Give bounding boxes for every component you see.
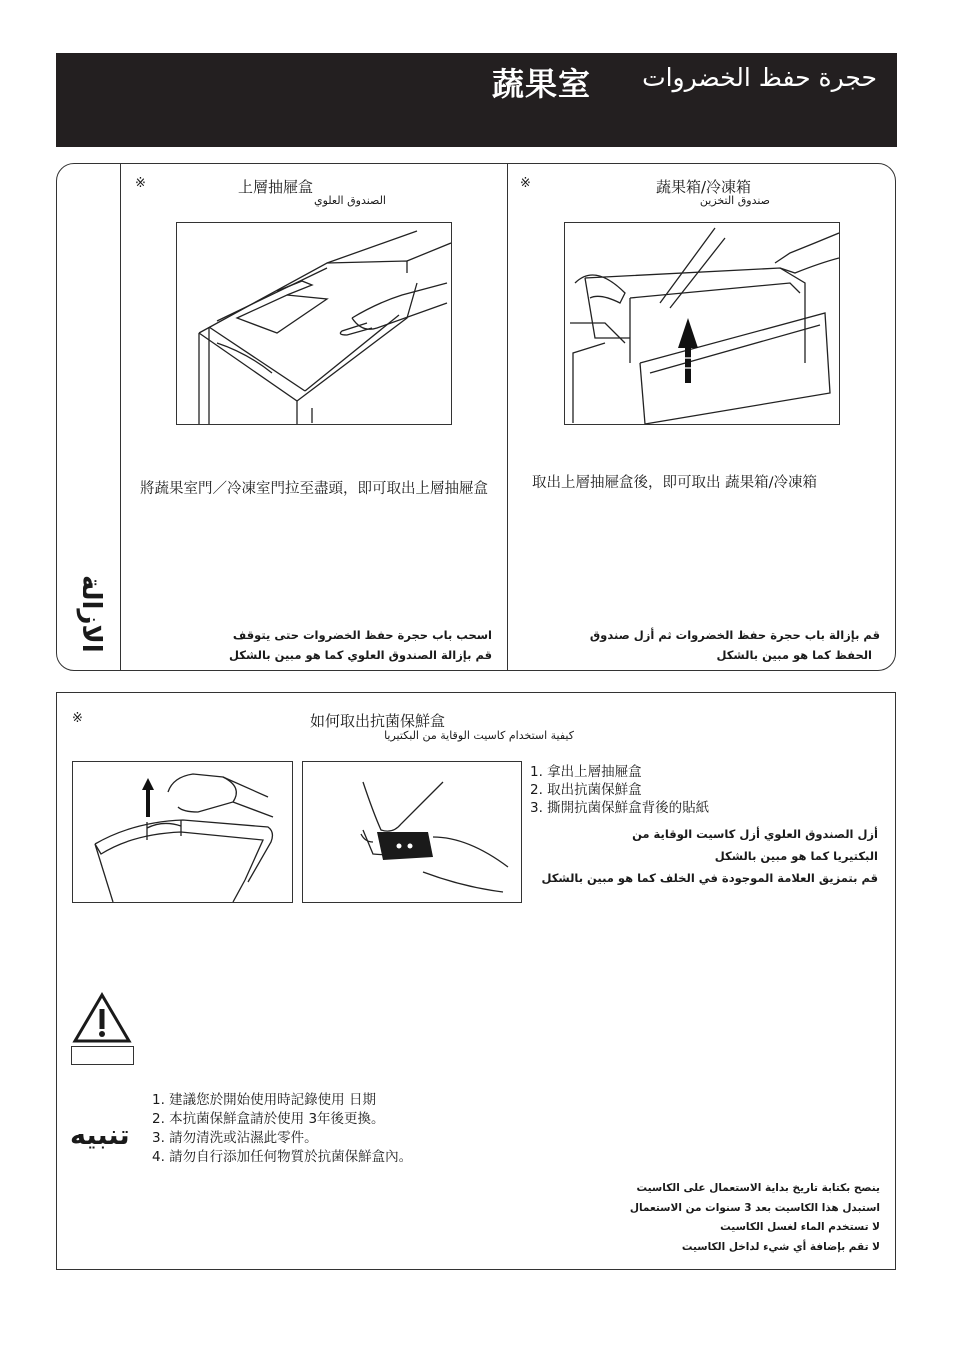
antibacterial-title-cn: 如何取出抗菌保鮮盒: [310, 712, 446, 730]
removal-side-label: [68, 575, 108, 665]
upper-drawer-desc-ar-2: قم بإزالة الصندوق العلوي كما هو مبين بالشكل: [229, 648, 492, 662]
page-header: [56, 53, 897, 147]
step-ar: أزل الصندوق العلوي أزل كاسيت الوقاية من: [632, 827, 878, 841]
storage-box-title-ar: صندوق التخزين: [699, 194, 770, 207]
note-mark: ※: [135, 176, 146, 191]
side-divider: [120, 164, 121, 670]
caution-item-ar: لا تستخدم الماء لغسل الكاسيت: [720, 1221, 880, 1233]
cassette-steps-ar: [540, 823, 878, 889]
caution-item-cn: 3. 請勿清洗或沾濕此零件。: [152, 1130, 318, 1146]
caution-item-cn: 4. 請勿自行添加任何物質於抗菌保鮮盒內。: [152, 1149, 413, 1165]
storage-box-desc-ar-2: الحفظ كما هو مبين بالشكل: [716, 648, 872, 662]
caution-list-cn: [152, 1091, 552, 1167]
caution-item-cn: 1. 建議您於開始使用時記錄使用 日期: [152, 1092, 376, 1108]
upper-drawer-desc-cn: 將蔬果室門／冷凍室門拉至盡頭，即可取出上層抽屜盒: [140, 481, 488, 497]
storage-box-illustration: [564, 222, 840, 425]
page-title-cn: 蔬果室: [492, 65, 592, 103]
warning-icon: [72, 992, 132, 1044]
storage-box-desc-ar-1: قم بإزالة باب حجرة حفظ الخضروات ثم أزل صندوق: [589, 628, 880, 642]
note-mark: ※: [72, 711, 83, 726]
peel-sticker-illustration: [302, 761, 522, 903]
storage-box-desc-cn: 取出上層抽屜盒後，即可取出 蔬果箱/冷凍箱: [532, 475, 817, 491]
step-ar: البكتيريا كما هو مبين بالشكل: [714, 849, 878, 863]
upper-drawer-title-ar: الصندوق العلوي: [313, 194, 386, 207]
caution-item-ar: لا تقم بإضافة أي شيء لداخل الكاسيت: [681, 1240, 880, 1253]
step-ar: قم بتمزيق العلامة الموجودة في الخلف كما هو مبين بالشكل: [541, 871, 878, 885]
note-mark: ※: [520, 176, 531, 191]
drawer-removal-drawing: [177, 223, 451, 424]
sticker-peel-drawing: [303, 762, 521, 902]
upper-drawer-illustration: [176, 222, 452, 425]
page-title-ar: حجرة حفظ الخضروات: [642, 63, 877, 92]
side-label-text: الازالة: [76, 575, 106, 653]
caution-item-ar: ينصح بكتابة تاريخ بداية الاستعمال على الكاسيت: [636, 1182, 880, 1194]
step-cn: 1. 拿出上層抽屜盒: [530, 764, 642, 780]
caution-list-ar: [560, 1179, 880, 1257]
column-divider: [507, 164, 508, 670]
caution-label-ar: تنبيه: [70, 1120, 130, 1151]
upper-drawer-desc-ar-1: اسحب باب حجرة حفظ الخضروات حتى يتوقف: [232, 628, 492, 642]
caution-label-box: [71, 1046, 134, 1065]
storage-box-removal-drawing: [565, 223, 839, 424]
antibacterial-title-ar: كيفية استخدام كاسيت الوقاية من البكتيريا: [384, 729, 574, 742]
caution-item-ar: استبدل هذا الكاسيت بعد 3 سنوات من الاستعمال: [629, 1201, 880, 1214]
remove-cassette-illustration: [72, 761, 293, 903]
step-cn: 2. 取出抗菌保鮮盒: [530, 782, 642, 798]
cassette-steps-cn: [530, 763, 870, 817]
cassette-pull-drawing: [73, 762, 292, 902]
step-cn: 3. 撕開抗菌保鮮盒背後的貼紙: [530, 800, 710, 816]
upper-drawer-title-cn: 上層抽屜盒: [238, 178, 314, 196]
storage-box-title-cn: 蔬果箱/冷凍箱: [656, 178, 752, 196]
caution-item-cn: 2. 本抗菌保鮮盒請於使用 3年後更換。: [152, 1111, 385, 1127]
